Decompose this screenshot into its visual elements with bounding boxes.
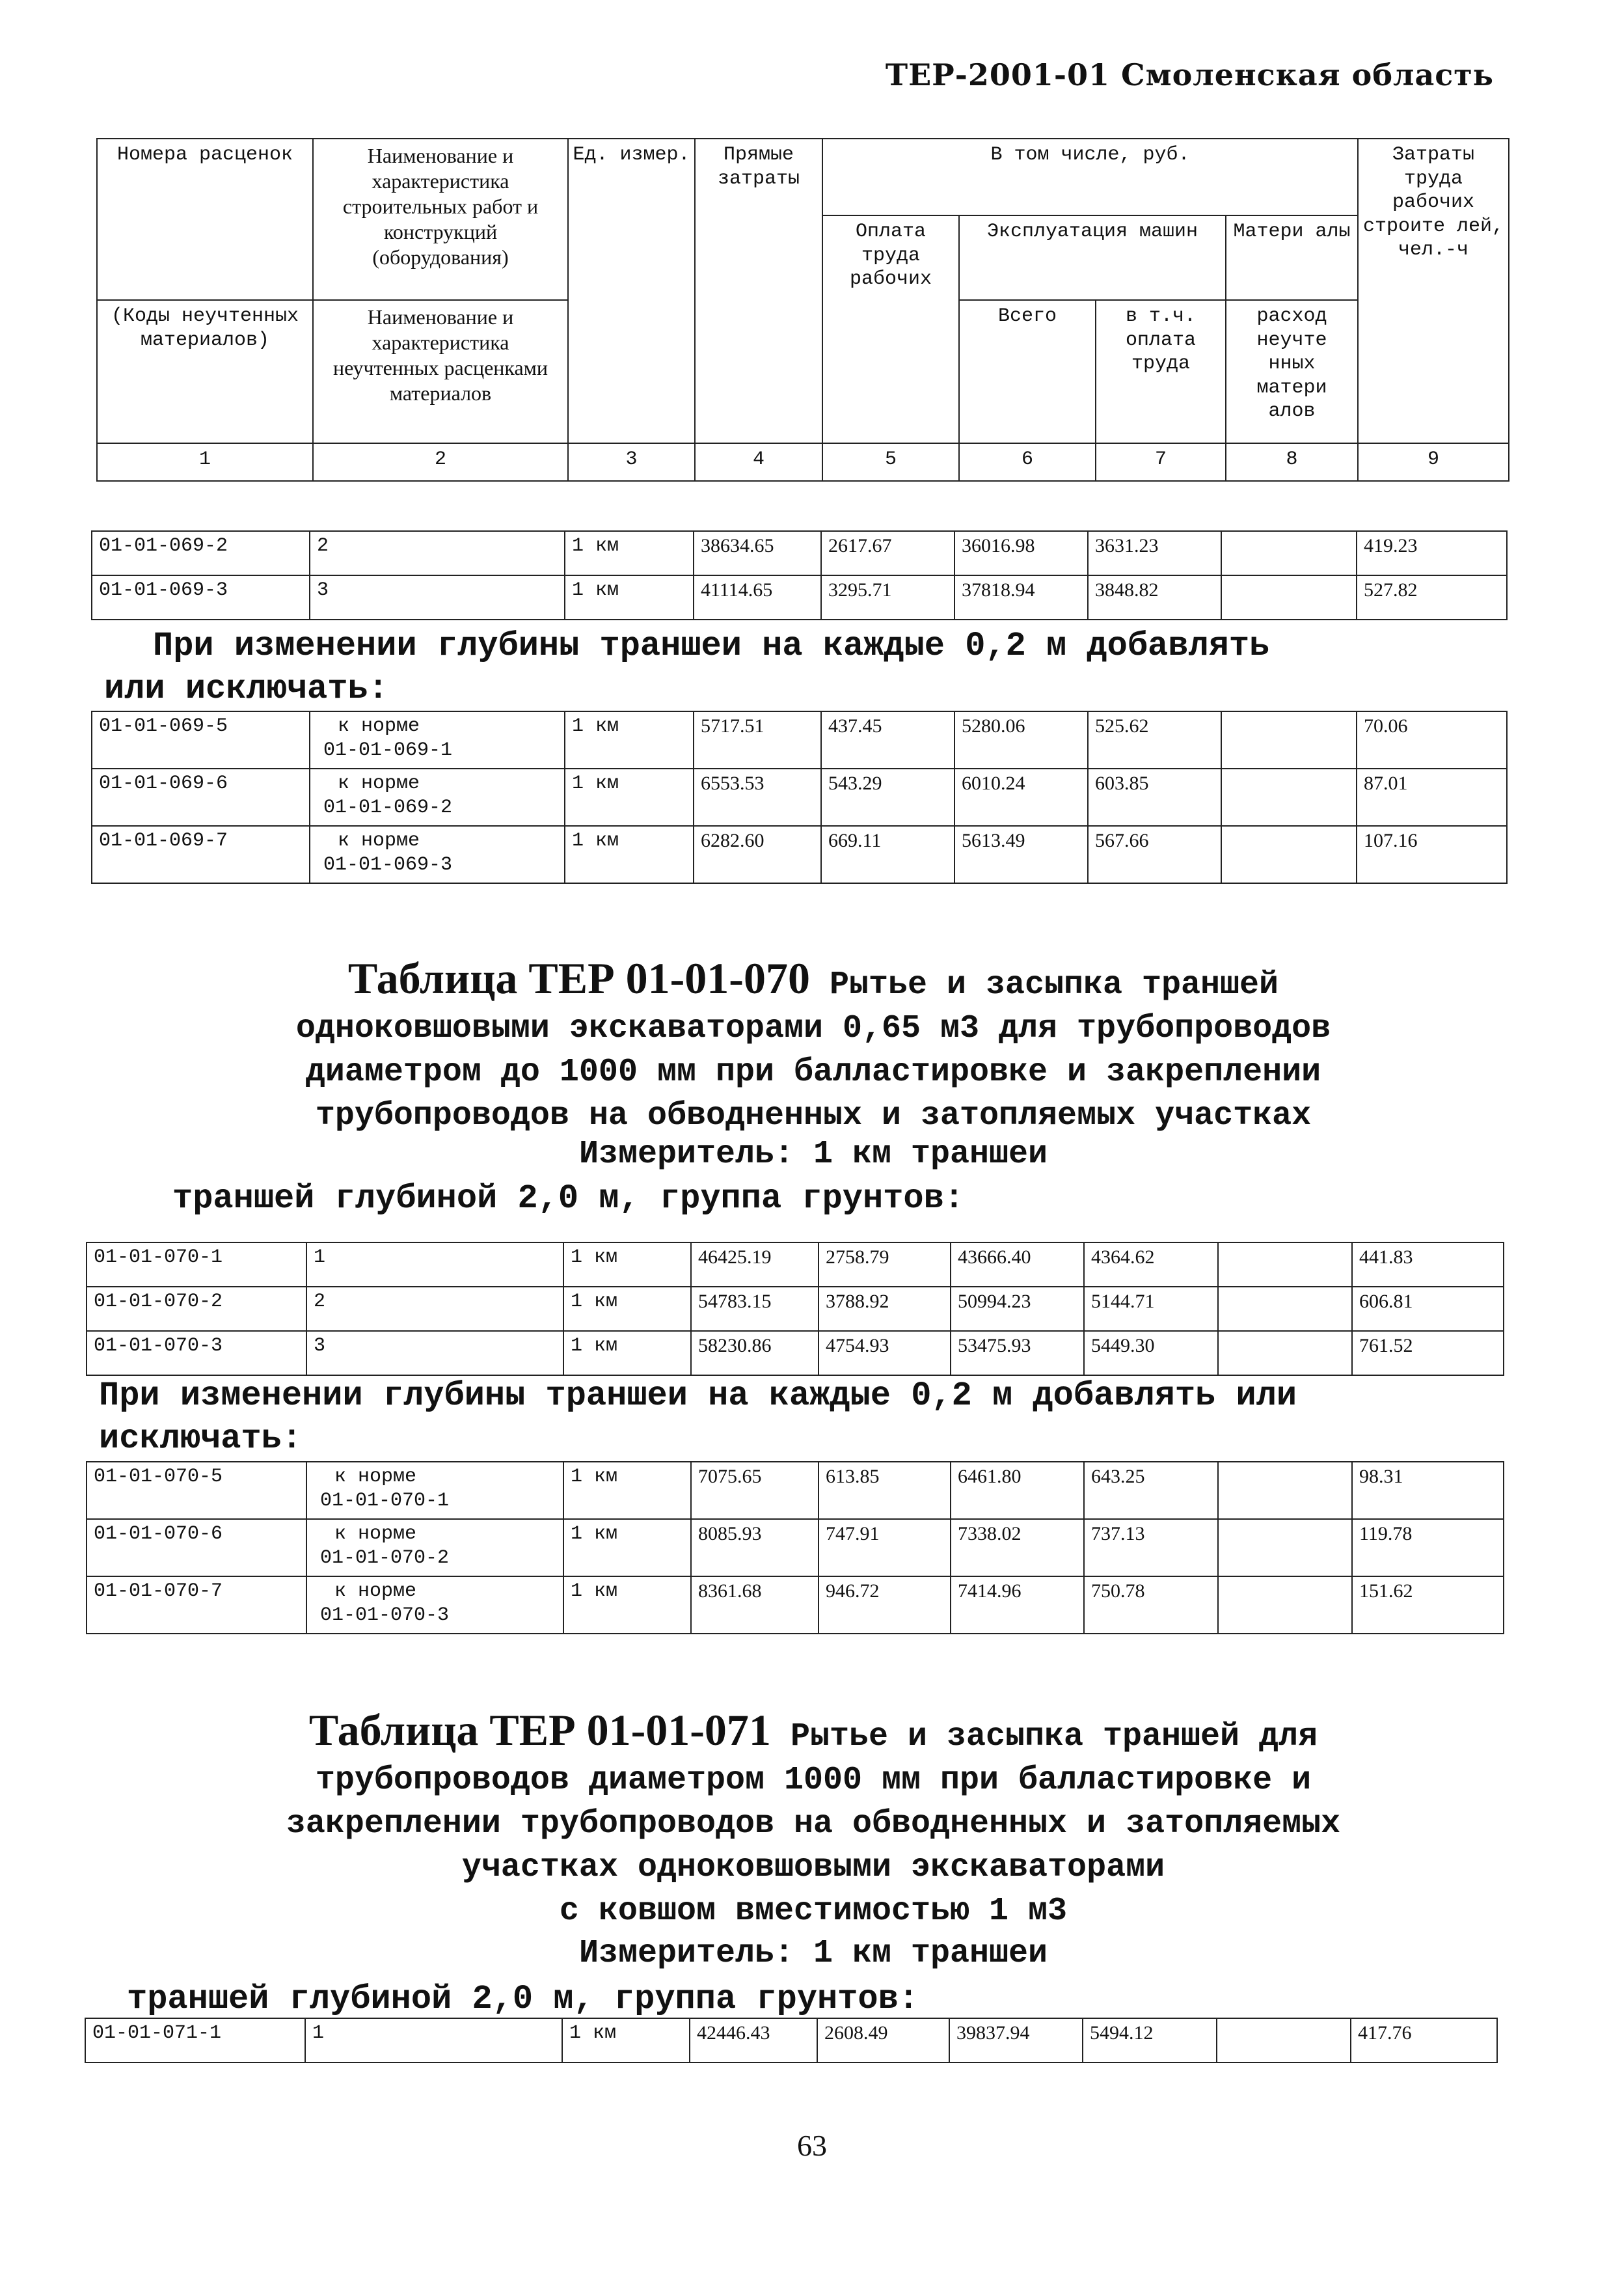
direct-cost <box>694 769 821 826</box>
machine-cost <box>954 826 1088 883</box>
rate-code-value: 01-01-070-2 <box>94 1291 223 1313</box>
unit-value: 1 км <box>572 535 619 557</box>
unit-value: 1 км <box>571 1246 618 1268</box>
rate-name <box>306 1462 563 1519</box>
machine-cost <box>951 1519 1084 1576</box>
rate-name-value: 3 <box>314 1335 326 1357</box>
labor-hours-value: 98.31 <box>1359 1466 1403 1487</box>
unit-value: 1 км <box>572 579 619 601</box>
machine-cost-value: 36016.98 <box>962 535 1035 556</box>
machine-labor-pay-value: 5494.12 <box>1090 2022 1154 2044</box>
t070-note-line1: При изменении глубины траншеи на каждые 0,2 м добавлять или <box>99 1377 1297 1415</box>
labor-hours-value: 107.16 <box>1364 830 1418 851</box>
machine-labor-pay-value: 737.13 <box>1091 1523 1145 1544</box>
rate-code <box>87 1331 306 1375</box>
machine-label: Эксплуатация машин <box>959 215 1226 300</box>
machine-cost <box>951 1576 1084 1634</box>
machine-labor-pay-value: 5144.71 <box>1091 1291 1155 1312</box>
labor-hours <box>1357 711 1507 769</box>
t071-group: траншей глубиной 2,0 м, группа грунтов: <box>127 1980 919 2018</box>
labor-pay <box>819 1287 951 1331</box>
materials-cost <box>1218 1331 1352 1375</box>
t070-title-line2: одноковшовыми экскаваторами 0,65 м3 для трубопроводов <box>295 1010 1331 1047</box>
rate-name-value: 1 <box>312 2022 325 2044</box>
labor-pay <box>819 1242 951 1287</box>
t069-note-line2: или исключать: <box>104 670 388 708</box>
rate-name <box>306 1519 563 1576</box>
unit <box>565 826 694 883</box>
labor-pay <box>821 826 954 883</box>
col-number: 3 <box>568 443 695 481</box>
rate-code-value: 01-01-069-5 <box>99 715 228 737</box>
direct-cost <box>691 1576 819 1634</box>
unit <box>563 1576 691 1634</box>
t070-delta-table <box>86 1461 1504 1634</box>
unit-value: 1 км <box>571 1466 618 1488</box>
table-row <box>87 1287 1504 1331</box>
labor-hours-value: 119.78 <box>1359 1523 1413 1544</box>
machine-labor-pay-value: 5449.30 <box>1091 1335 1155 1356</box>
machine-cost <box>949 2018 1083 2063</box>
rate-code <box>85 2018 305 2063</box>
table-row <box>85 2018 1497 2063</box>
labor-hours <box>1351 2018 1497 2063</box>
labor-pay-value: 437.45 <box>828 715 882 737</box>
machine-cost-value: 7338.02 <box>958 1523 1022 1544</box>
col-number: 8 <box>1226 443 1358 481</box>
labor-hours-value: 761.52 <box>1359 1335 1413 1356</box>
rate-name-line2: 01-01-069-1 <box>323 739 453 761</box>
unit <box>563 1331 691 1375</box>
direct-cost-value: 38634.65 <box>701 535 774 556</box>
labor-pay-value: 2608.49 <box>824 2022 888 2044</box>
rate-code-value: 01-01-069-6 <box>99 773 228 795</box>
machine-labor-pay <box>1088 531 1221 575</box>
rate-code <box>87 1576 306 1634</box>
rate-name <box>305 2018 562 2063</box>
machine-labor-pay-value: 525.62 <box>1095 715 1149 737</box>
rate-code-value: 01-01-070-5 <box>94 1466 223 1488</box>
rate-name <box>306 1287 563 1331</box>
unit <box>562 2018 690 2063</box>
labor-hours <box>1352 1242 1504 1287</box>
t069-note-2 <box>104 668 388 711</box>
labor-pay <box>819 1519 951 1576</box>
t070-title-prefix: Таблица ТЕР 01-01-070 <box>347 953 810 1003</box>
machine-cost <box>954 575 1088 620</box>
machine-cost <box>954 531 1088 575</box>
rate-code-value: 01-01-069-2 <box>99 535 228 557</box>
machine-total-label: Всего <box>959 300 1096 443</box>
rate-name <box>306 1242 563 1287</box>
rate-code <box>92 769 310 826</box>
t070-note-2 <box>99 1418 302 1460</box>
labor-pay <box>821 711 954 769</box>
unit-value: 1 км <box>572 830 619 852</box>
direct-cost <box>691 1519 819 1576</box>
t070-title-line1: Рытье и засыпка траншей <box>829 966 1279 1004</box>
table-row <box>87 1576 1504 1634</box>
materials-bottom-label: расход неучте нных матери алов <box>1226 300 1358 443</box>
materials-cost <box>1218 1242 1352 1287</box>
rate-code-value: 01-01-069-7 <box>99 830 228 852</box>
labor-pay-value: 747.91 <box>826 1523 880 1544</box>
rate-code-value: 01-01-070-3 <box>94 1335 223 1357</box>
labor-hours-value: 606.81 <box>1359 1291 1413 1312</box>
machine-labor-pay-value: 643.25 <box>1091 1466 1145 1487</box>
machine-cost-value: 39837.94 <box>956 2022 1030 2044</box>
col3-label: Ед. измер. <box>568 139 695 443</box>
incl-label: В том числе, руб. <box>822 139 1358 215</box>
col2-top-label: Наименование и характеристика строительных работ и конструкций (оборудования) <box>313 139 568 300</box>
rate-code <box>87 1462 306 1519</box>
machine-labor-pay <box>1084 1331 1218 1375</box>
rate-code-value: 01-01-070-6 <box>94 1523 223 1545</box>
rate-name-line2: 01-01-070-2 <box>320 1546 450 1569</box>
col-number: 9 <box>1358 443 1509 481</box>
labor-hours-value: 441.83 <box>1359 1246 1413 1268</box>
rate-name-line2: 01-01-069-3 <box>323 853 453 876</box>
unit-value: 1 км <box>571 1335 618 1357</box>
direct-cost <box>694 826 821 883</box>
machine-cost-value: 50994.23 <box>958 1291 1031 1312</box>
rate-name-value: 2 <box>314 1291 326 1313</box>
machine-cost <box>954 711 1088 769</box>
table-row <box>92 826 1507 883</box>
col-number: 5 <box>822 443 959 481</box>
materials-cost <box>1221 575 1357 620</box>
rate-name <box>310 769 565 826</box>
unit <box>563 1287 691 1331</box>
materials-cost <box>1217 2018 1351 2063</box>
direct-cost-value: 6282.60 <box>701 830 765 851</box>
rate-name-line1: к норме <box>334 1580 417 1602</box>
labor-pay-label: Оплата труда рабочих <box>822 215 959 443</box>
materials-cost <box>1218 1576 1352 1634</box>
labor-pay <box>819 1331 951 1375</box>
materials-cost <box>1218 1287 1352 1331</box>
rate-name <box>306 1331 563 1375</box>
rate-code <box>92 575 310 620</box>
unit-value: 1 км <box>571 1523 618 1545</box>
col4-label: Прямые затраты <box>695 139 822 443</box>
unit-value: 1 км <box>572 715 619 737</box>
labor-hours <box>1352 1576 1504 1634</box>
table-row <box>92 575 1507 620</box>
t069-note <box>153 625 1269 668</box>
t070-note-line2: исключать: <box>99 1419 303 1458</box>
rate-name-line1: к норме <box>338 773 420 795</box>
direct-cost-value: 54783.15 <box>698 1291 772 1312</box>
table-row <box>92 531 1507 575</box>
t070-title-line4: трубопроводов на обводненных и затопляемых участках <box>315 1097 1312 1134</box>
t069-delta-table <box>91 711 1508 884</box>
rate-name-line1: к норме <box>334 1466 417 1488</box>
labor-pay <box>821 575 954 620</box>
machine-labor-pay <box>1084 1287 1218 1331</box>
unit <box>563 1519 691 1576</box>
machine-cost <box>951 1331 1084 1375</box>
col-number: 1 <box>97 443 313 481</box>
labor-hours-value: 151.62 <box>1359 1580 1413 1602</box>
rate-name <box>306 1576 563 1634</box>
t070-note <box>99 1375 1297 1418</box>
machine-cost-value: 43666.40 <box>958 1246 1031 1268</box>
unit <box>565 575 694 620</box>
unit-value: 1 км <box>571 1291 618 1313</box>
t071-title-line4: участках одноковшовыми экскаваторами <box>461 1849 1165 1886</box>
labor-hours <box>1352 1519 1504 1576</box>
labor-pay-value: 3295.71 <box>828 579 892 601</box>
machine-cost <box>951 1287 1084 1331</box>
rate-name-line1: к норме <box>338 830 420 852</box>
unit <box>563 1462 691 1519</box>
page-number: 63 <box>797 2129 827 2162</box>
labor-pay-value: 3788.92 <box>826 1291 889 1312</box>
t071-measure: Измеритель: 1 км траншеи <box>578 1935 1048 1972</box>
direct-cost <box>694 575 821 620</box>
machine-labor-pay-value: 3631.23 <box>1095 535 1159 556</box>
machine-labor-pay <box>1084 1519 1218 1576</box>
unit-value: 1 км <box>571 1580 618 1602</box>
machine-labor-pay-value: 567.66 <box>1095 830 1149 851</box>
direct-cost-value: 8361.68 <box>698 1580 762 1602</box>
direct-cost <box>694 711 821 769</box>
machine-labor-pay-value: 750.78 <box>1091 1580 1145 1602</box>
col1-top-label: Номера расценок <box>97 139 313 300</box>
labor-hours <box>1352 1462 1504 1519</box>
t070-title-line3: диаметром до 1000 мм при балластировке и закреплении <box>305 1054 1321 1091</box>
direct-cost-value: 7075.65 <box>698 1466 762 1487</box>
labor-pay-value: 2758.79 <box>826 1246 889 1268</box>
rate-name-line2: 01-01-069-2 <box>323 796 453 819</box>
rate-name <box>310 711 565 769</box>
direct-cost <box>691 1331 819 1375</box>
machine-labor-pay <box>1084 1576 1218 1634</box>
labor-hours-value: 87.01 <box>1364 773 1408 794</box>
direct-cost-value: 58230.86 <box>698 1335 772 1356</box>
t071-title-line5: с ковшом вместимостью 1 м3 <box>559 1893 1068 1930</box>
machine-labor-pay-value: 4364.62 <box>1091 1246 1155 1268</box>
labor-hours-value: 527.82 <box>1364 579 1418 601</box>
materials-cost <box>1221 531 1357 575</box>
direct-cost-value: 41114.65 <box>701 579 773 601</box>
col-number: 2 <box>313 443 568 481</box>
machine-labor-pay <box>1088 711 1221 769</box>
labor-hours-value: 70.06 <box>1364 715 1408 737</box>
unit <box>563 1242 691 1287</box>
unit <box>565 711 694 769</box>
machine-cost-value: 53475.93 <box>958 1335 1031 1356</box>
labor-hours <box>1352 1287 1504 1331</box>
direct-cost <box>690 2018 817 2063</box>
direct-cost-value: 6553.53 <box>701 773 765 794</box>
t070-title <box>104 953 1522 1138</box>
rate-name <box>310 575 565 620</box>
unit-value: 1 км <box>572 773 619 795</box>
rate-name-value: 3 <box>317 579 329 601</box>
direct-cost-value: 8085.93 <box>698 1523 762 1544</box>
machine-cost-value: 7414.96 <box>958 1580 1022 1602</box>
labor-pay-value: 946.72 <box>826 1580 880 1602</box>
labor-hours-label: Затраты труда рабочих строите лей, чел.-ч <box>1358 139 1509 443</box>
labor-pay-value: 4754.93 <box>826 1335 889 1356</box>
machine-labor-pay <box>1088 826 1221 883</box>
col2-bottom-label: Наименование и характеристика неучтенных расценками материалов <box>313 300 568 443</box>
materials-cost <box>1221 769 1357 826</box>
machine-labor-pay <box>1088 575 1221 620</box>
table-row <box>87 1519 1504 1576</box>
materials-cost <box>1218 1462 1352 1519</box>
t070-measure: Измеритель: 1 км траншеи <box>578 1136 1048 1173</box>
t071-title-line1: Рытье и засыпка траншей для <box>790 1718 1318 1755</box>
t071-rows-table <box>85 2018 1498 2063</box>
t071-title-line2: трубопроводов диаметром 1000 мм при балластировке и <box>315 1762 1312 1799</box>
labor-hours <box>1357 531 1507 575</box>
t070-rows-table <box>86 1242 1504 1376</box>
rate-code-value: 01-01-069-3 <box>99 579 228 601</box>
machine-cost-value: 37818.94 <box>962 579 1035 601</box>
materials-cost <box>1221 711 1357 769</box>
labor-hours <box>1357 575 1507 620</box>
machine-labor-pay <box>1083 2018 1217 2063</box>
rate-name-line2: 01-01-070-1 <box>320 1489 450 1512</box>
labor-pay <box>819 1462 951 1519</box>
machine-cost-value: 6461.80 <box>958 1466 1022 1487</box>
rate-name-line1: к норме <box>334 1523 417 1545</box>
t071-title-line3: закреплении трубопроводов на обводненных и затопляемых <box>286 1805 1341 1843</box>
rate-name-line1: к норме <box>338 715 420 737</box>
materials-cost <box>1218 1519 1352 1576</box>
direct-cost-value: 5717.51 <box>701 715 765 737</box>
labor-hours <box>1357 769 1507 826</box>
labor-pay-value: 2617.67 <box>828 535 892 556</box>
col-number: 6 <box>959 443 1096 481</box>
col1-bottom-label: (Коды неучтенных материалов) <box>97 300 313 443</box>
machine-labor-pay-value: 3848.82 <box>1095 579 1159 601</box>
materials-top-label: Матери алы <box>1226 215 1358 300</box>
machine-cost-value: 5280.06 <box>962 715 1025 737</box>
machine-cost-value: 6010.24 <box>962 773 1025 794</box>
rate-code-value: 01-01-070-1 <box>94 1246 223 1268</box>
labor-pay <box>821 531 954 575</box>
labor-hours-value: 417.76 <box>1358 2022 1412 2044</box>
table-row <box>87 1331 1504 1375</box>
labor-hours <box>1352 1331 1504 1375</box>
t071-title-prefix: Таблица ТЕР 01-01-071 <box>308 1705 771 1755</box>
direct-cost <box>691 1287 819 1331</box>
rate-code <box>87 1287 306 1331</box>
machine-labor-pay <box>1084 1242 1218 1287</box>
materials-cost <box>1221 826 1357 883</box>
unit-value: 1 км <box>569 2022 617 2044</box>
labor-pay <box>819 1576 951 1634</box>
machine-labor-pay <box>1088 769 1221 826</box>
table-row <box>87 1462 1504 1519</box>
rate-name <box>310 531 565 575</box>
machine-cost <box>954 769 1088 826</box>
col-number: 7 <box>1096 443 1226 481</box>
rate-name <box>310 826 565 883</box>
labor-pay <box>821 769 954 826</box>
direct-cost-value: 42446.43 <box>697 2022 770 2044</box>
machine-cost-value: 5613.49 <box>962 830 1025 851</box>
unit <box>565 769 694 826</box>
rate-code <box>87 1519 306 1576</box>
direct-cost <box>694 531 821 575</box>
t071-title <box>104 1705 1522 1933</box>
rate-code <box>92 711 310 769</box>
t069-note-line1: При изменении глубины траншеи на каждые 0,2 м добавлять <box>153 627 1270 665</box>
direct-cost <box>691 1242 819 1287</box>
labor-pay <box>817 2018 949 2063</box>
machine-cost <box>951 1242 1084 1287</box>
labor-pay-value: 543.29 <box>828 773 882 794</box>
t069-rows-table <box>91 530 1508 620</box>
rate-code-value: 01-01-070-7 <box>94 1580 223 1602</box>
rate-code-value: 01-01-071-1 <box>92 2022 222 2044</box>
table-row <box>92 711 1507 769</box>
labor-hours-value: 419.23 <box>1364 535 1418 556</box>
unit <box>565 531 694 575</box>
rate-name-line2: 01-01-070-3 <box>320 1604 450 1626</box>
direct-cost <box>691 1462 819 1519</box>
labor-pay-value: 613.85 <box>826 1466 880 1487</box>
column-header-table <box>96 138 1509 482</box>
labor-hours <box>1357 826 1507 883</box>
direct-cost-value: 46425.19 <box>698 1246 772 1268</box>
machine-cost <box>951 1462 1084 1519</box>
table-row <box>92 769 1507 826</box>
page-header: ТЕР-2001-01 Смоленская область <box>885 57 1494 92</box>
rate-code <box>92 531 310 575</box>
col-number: 4 <box>695 443 822 481</box>
t070-group: траншей глубиной 2,0 м, группа грунтов: <box>172 1179 964 1218</box>
machine-incl-label: в т.ч. оплата труда <box>1096 300 1226 443</box>
machine-labor-pay-value: 603.85 <box>1095 773 1149 794</box>
machine-labor-pay <box>1084 1462 1218 1519</box>
rate-name-value: 1 <box>314 1246 326 1268</box>
table-row <box>87 1242 1504 1287</box>
rate-code <box>87 1242 306 1287</box>
labor-pay-value: 669.11 <box>828 830 882 851</box>
rate-code <box>92 826 310 883</box>
rate-name-value: 2 <box>317 535 329 557</box>
